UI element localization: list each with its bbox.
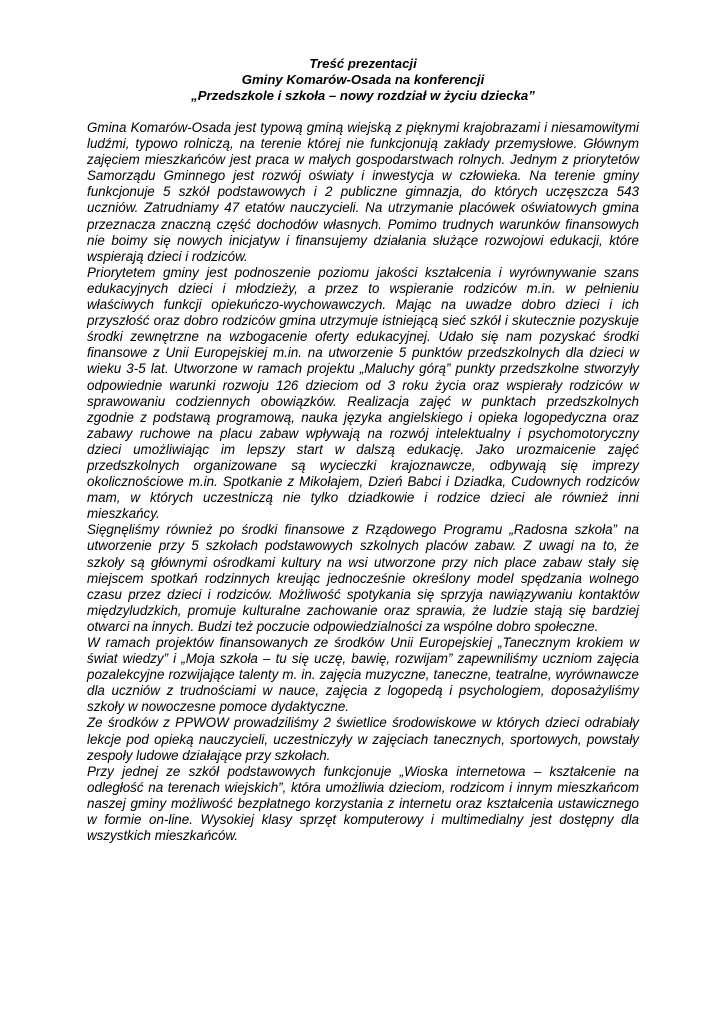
paragraph-radosna-szkola: Sięgnęliśmy również po środki finansowe z Rządowego Programu „Radosna szkoła” na utworzenie przy 5 szkołach podstawowych szkolnych placów zabaw. Z uwagi na to, że szkoły są głównymi ośrodkami kultury na wsi utworzone przy nich place zabaw stały się miejscem spotkań rodzinnych kreując jednocześnie określony model spędzania wolnego czasu przez dzieci i rodziców. Możliwość spotykania się sprzyja nawiązywaniu kontaktów międzyludzkich, promuje kulturalne zachowanie oraz sprawia, że ludzie stają się bardziej otwarci na innych. Budzi też poczucie odpowiedzialności za wspólne dobro społeczne.	[87, 522, 639, 634]
document-title	[87, 56, 639, 104]
title-line-1: Treść prezentacji	[309, 56, 417, 71]
paragraph-eu-projects: W ramach projektów finansowanych ze środków Unii Europejskiej „Tanecznym krokiem w świat wiedzy” i „Moja szkoła – tu się uczę, bawię, rozwijam” zapewniliśmy uczniom zajęcia pozalekcyjne rozwijające talenty m. in. zajęcia muzyczne, taneczne, teatralne, wyrównawcze dla uczniów z trudnościami w nauce, zajęcia z logopedą i psychologiem, doposażyliśmy szkoły w nowoczesne pomoce dydaktyczne.	[87, 635, 639, 715]
title-line-3: „Przedszkole i szkoła – nowy rozdział w życiu dziecka”	[191, 88, 535, 103]
paragraph-priorities: Priorytetem gminy jest podnoszenie poziomu jakości kształcenia i wyrównywanie szans edukacyjnych dzieci i młodzieży, a przez to wspieranie rodziców m.in. w pełnieniu właściwych funkcji opiekuńczo-wychowawczych. Mając na uwadze dobro dzieci i ich przyszłość oraz dobro rodziców gmina utrzymuje istniejącą sieć szkół i skutecznie pozyskuje środki zewnętrzne na wzbogacenie oferty edukacyjnej. Udało się nam pozyskać środki finansowe z Unii Europejskiej m.in. na utworzenie 5 punktów przedszkolnych dla dzieci w wieku 3-5 lat. Utworzone w ramach projektu „Maluchy górą” punkty przedszkolne stworzyły odpowiednie warunki rozwoju 126 dzieciom od 3 roku życia oraz wspierały rodziców w sprawowaniu codziennych obowiązków. Realizacja zajęć w punktach przedszkolnych zgodnie z podstawą programową, nauka języka angielskiego i opieka logopedyczna oraz zabawy ruchowe na placu zabaw wpływają na rozwój intelektualny i psychomotoryczny dzieci umożliwiając im lepszy start w dalszą edukację. Jako urozmaicenie zajęć przedszkolnych organizowane są wycieczki krajoznawcze, odbywają się imprezy okolicznościowe m.in. Spotkanie z Mikołajem, Dzień Babci i Dziadka, Cudownych rodziców mam, w których uczestniczą nie tylko dziadkowie i rodzice dzieci ale również inni mieszkańcy.	[87, 264, 639, 522]
paragraph-ppwow: Ze środków z PPWOW prowadziliśmy 2 świetlice środowiskowe w których dzieci odrabiały lekcje pod opieką nauczycieli, uczestniczyły w zajęciach tanecznych, sportowych, powstały zespoły ludowe działające przy szkołach.	[87, 715, 639, 763]
title-line-2: Gminy Komarów-Osada na konferencji	[241, 72, 485, 87]
paragraph-intro: Gmina Komarów-Osada jest typową gminą wiejską z pięknymi krajobrazami i niesamowitymi ludźmi, typowo rolniczą, na terenie której nie funkcjonują zakłady przemysłowe. Głównym zajęciem mieszkańców jest praca w małych gospodarstwach rolnych. Jednym z priorytetów Samorządu Gminnego jest rozwój oświaty i inwestycja w człowieka. Na terenie gminy funkcjonuje 5 szkół podstawowych i 2 publiczne gimnazja, do których uczęszcza 543 uczniów. Zatrudniamy 47 etatów nauczycieli. Na utrzymanie placówek oświatowych gmina przeznacza znaczną część dochodów własnych. Pomimo trudnych warunków finansowych nie boimy się nowych inicjatyw i finansujemy działania służące rozwojowi edukacji, które wspierają dzieci i rodziców.	[87, 120, 639, 264]
paragraph-wioska-internetowa: Przy jednej ze szkół podstawowych funkcjonuje „Wioska internetowa – kształcenie na odległość na terenach wiejskich”, która umożliwia dzieciom, rodzicom i innym mieszkańcom naszej gminy możliwość bezpłatnego korzystania z internetu oraz kształcenia ustawicznego w formie on-line. Wysokiej klasy sprzęt komputerowy i multimedialny jest dostępny dla wszystkich mieszkańców.	[87, 763, 639, 844]
document-page	[87, 56, 639, 844]
document-body	[87, 120, 639, 844]
